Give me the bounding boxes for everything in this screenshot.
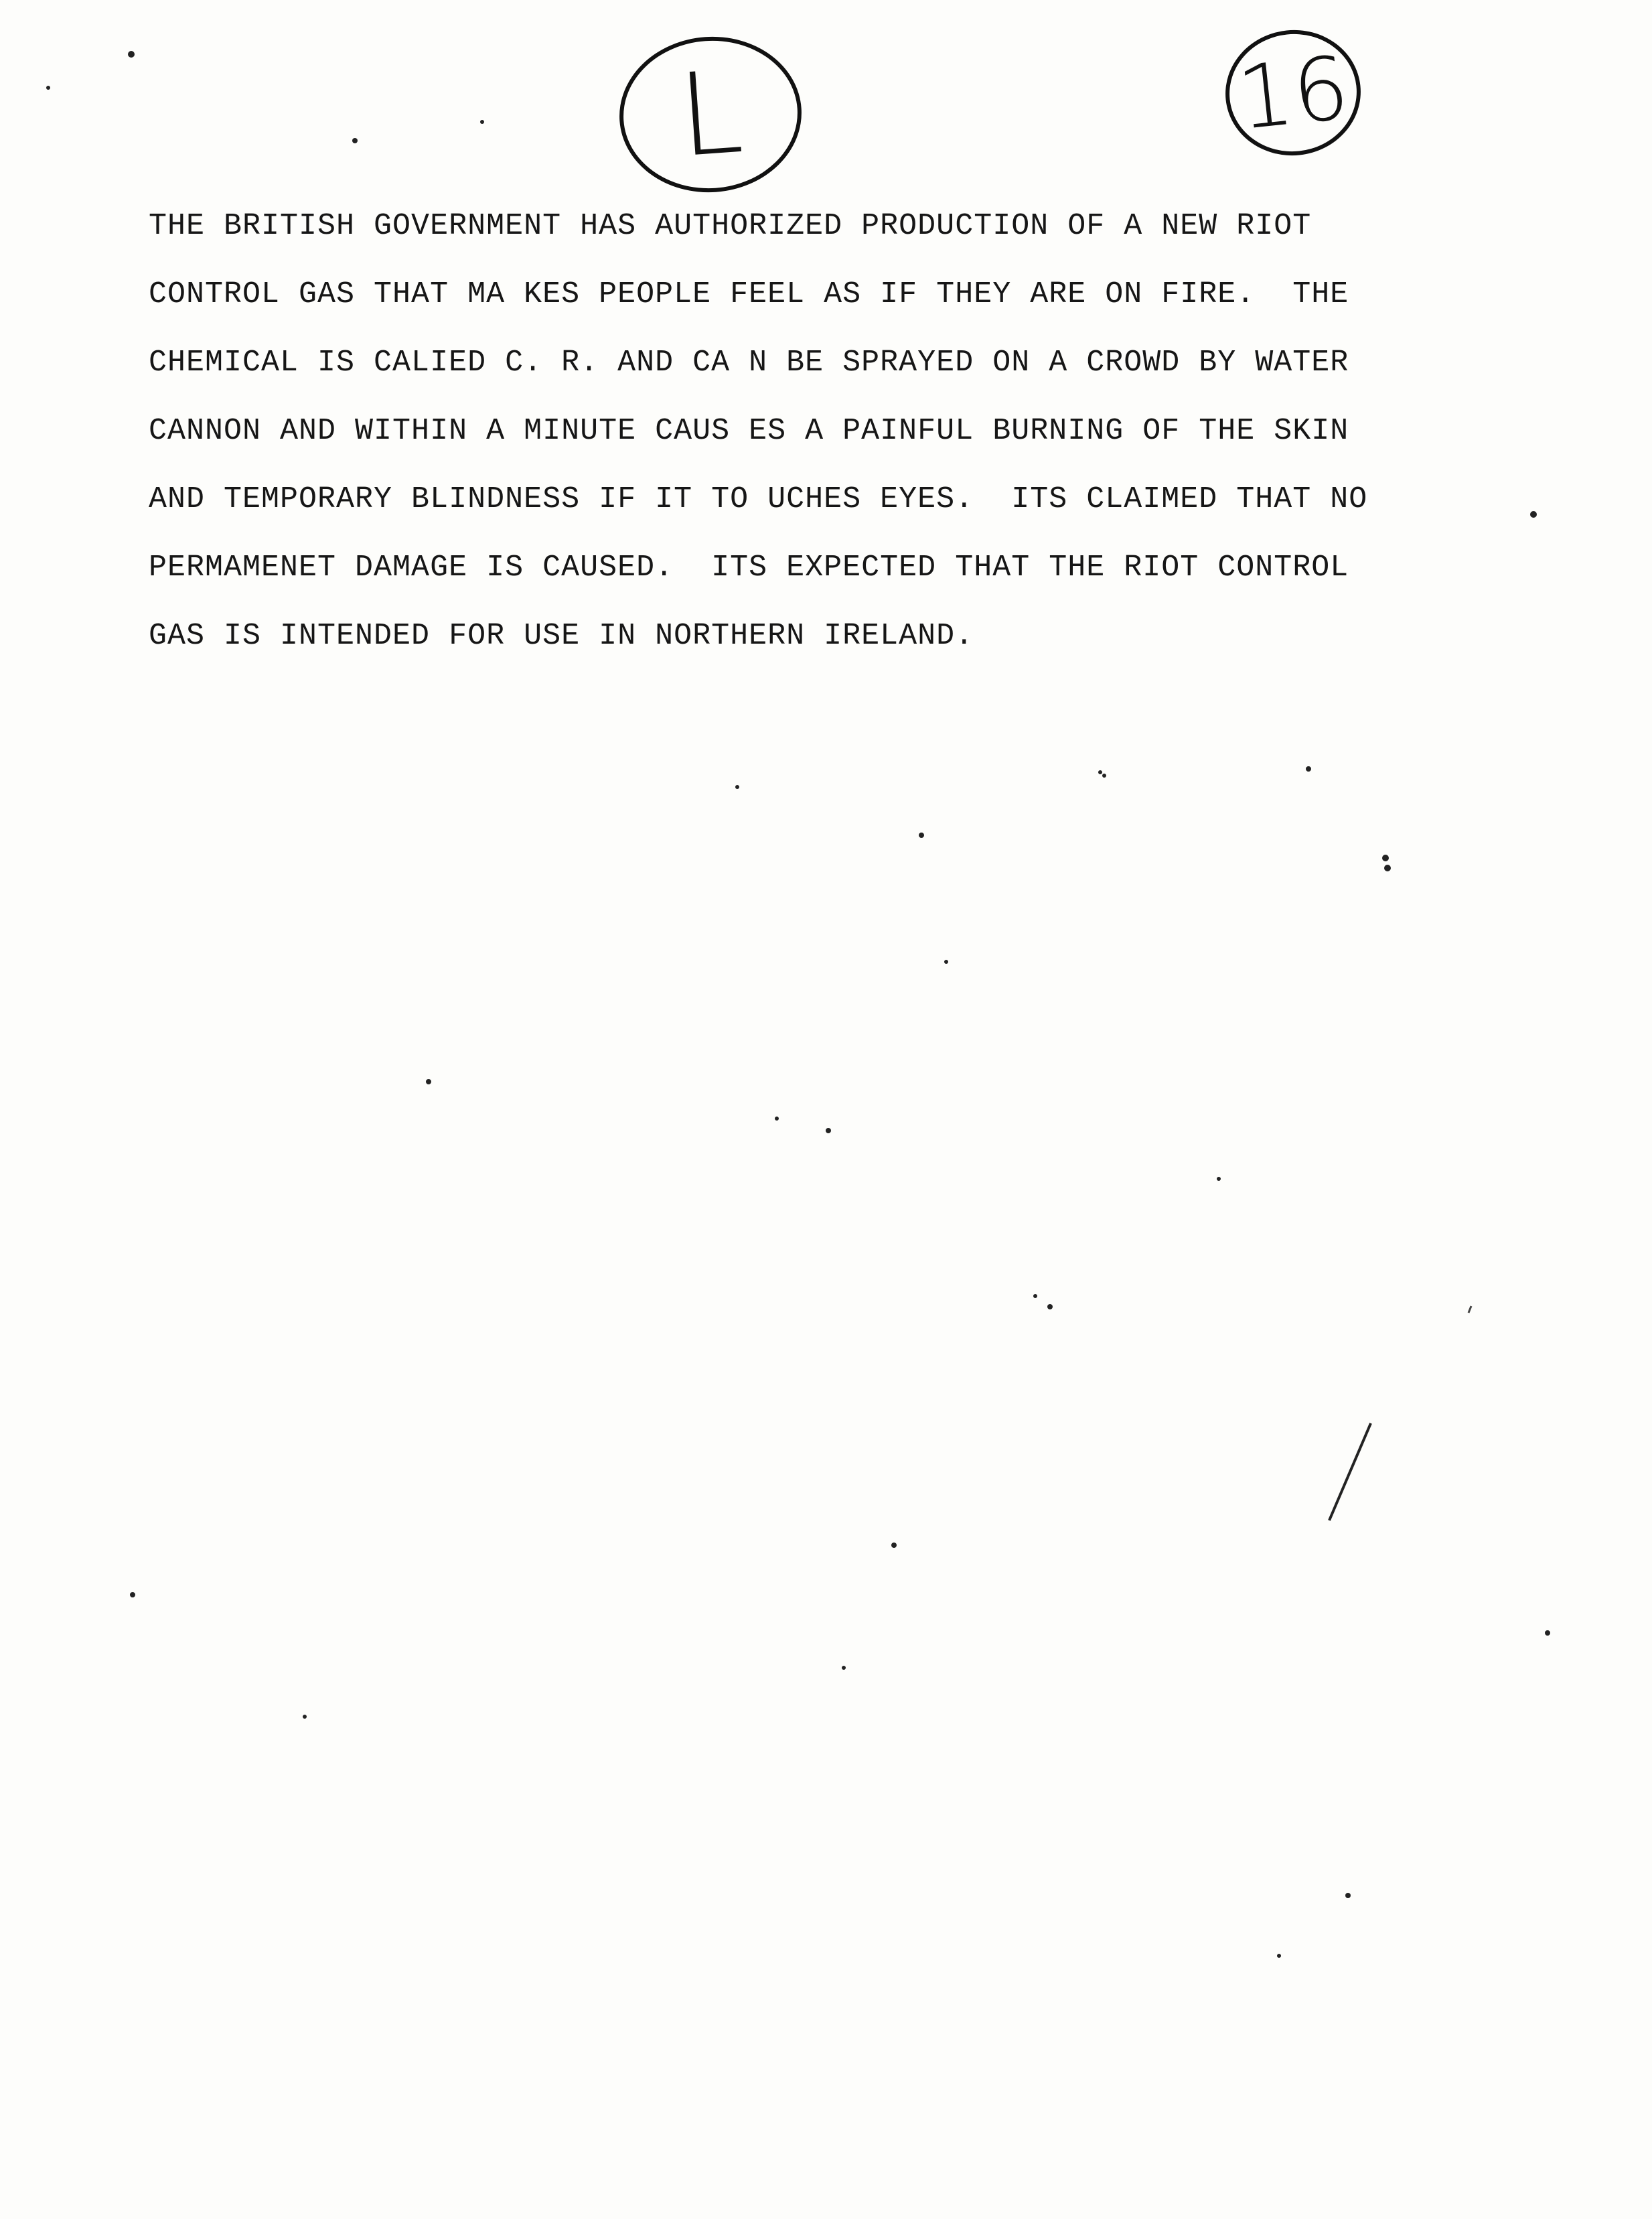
text-line: GAS IS INTENDED FOR USE IN NORTHERN IRELAND.	[149, 619, 974, 653]
circled-page-number	[1219, 23, 1367, 162]
text-line: AND TEMPORARY BLINDNESS IF IT TO UCHES EYES. ITS CLAIMED THAT NO	[149, 482, 1368, 516]
circled-number-text: 16	[1232, 36, 1354, 149]
circled-letter-text: L	[674, 46, 747, 184]
text-line: CONTROL GAS THAT MA KES PEOPLE FEEL AS IF THEY ARE ON FIRE. THE	[149, 277, 1349, 311]
typewritten-paragraph	[149, 203, 1542, 681]
text-line: CANNON AND WITHIN A MINUTE CAUS ES A PAINFUL BURNING OF THE SKIN	[149, 414, 1349, 448]
text-line: PERMAMENET DAMAGE IS CAUSED. ITS EXPECTED THAT THE RIOT CONTROL	[149, 551, 1349, 585]
text-line: CHEMICAL IS CALIED C. R. AND CA N BE SPRAYED ON A CROWD BY WATER	[149, 346, 1349, 380]
circled-letter-annotation	[614, 31, 807, 198]
text-line: THE BRITISH GOVERNMENT HAS AUTHORIZED PRODUCTION OF A NEW RIOT	[149, 209, 1312, 243]
